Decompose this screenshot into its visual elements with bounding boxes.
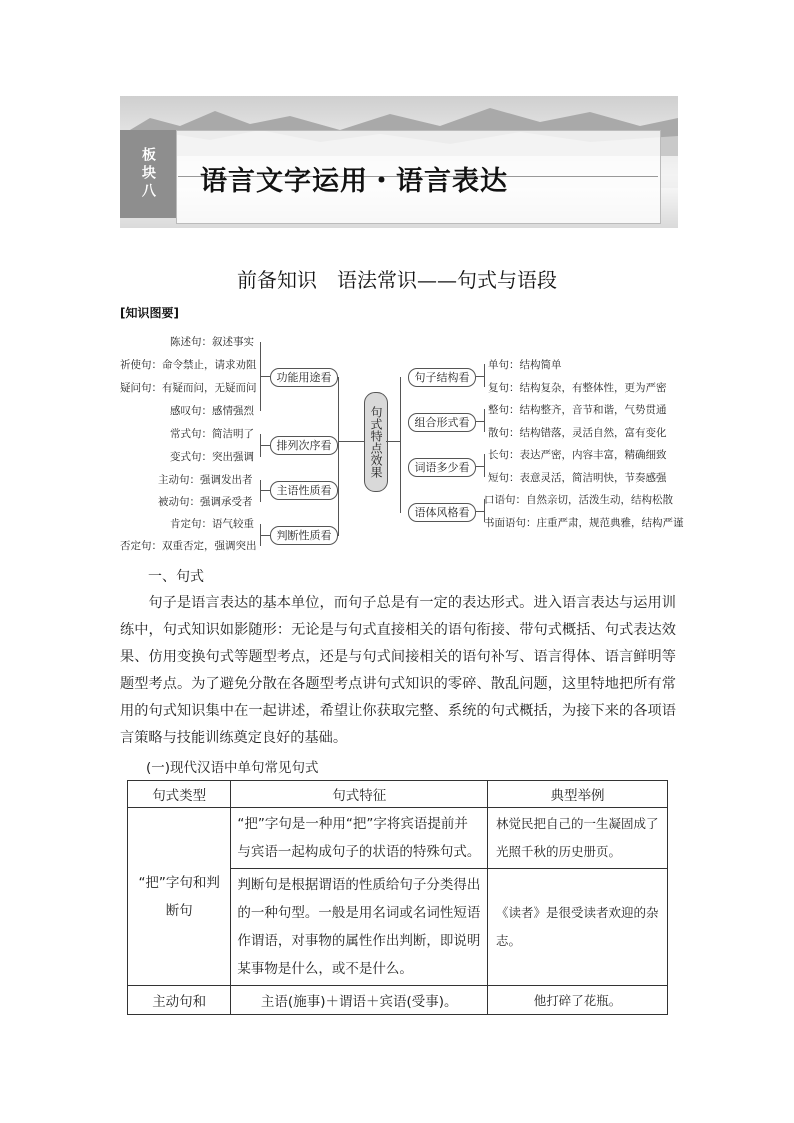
bracket-line <box>260 535 270 536</box>
feature-cell: 主语(施事)＋谓语＋宾语(受事)。 <box>231 986 488 1015</box>
map-item: 整句：结构整齐，音节和谐，气势贯通 <box>488 404 667 416</box>
bracket-line <box>476 421 484 422</box>
feature-cell: 判断句是根据谓语的性质给句子分类得出的一种句型。一般是用名词或名词性短语作谓语，对事物的属性作出判断，即说明某事物是什么，或不是什么。 <box>231 869 488 986</box>
table-header-row <box>128 781 668 808</box>
bracket-line <box>260 376 270 377</box>
example-cell: 《读者》是很受读者欢迎的杂志。 <box>488 869 668 986</box>
sentence-pattern-table <box>127 780 668 1015</box>
map-item: 感叹句：感情强烈 <box>170 405 254 417</box>
map-label: [知识图要] <box>120 306 179 320</box>
map-item: 祈使句：命令禁止，请求劝阻 <box>120 359 257 371</box>
example-cell: 林觉民把自己的一生凝固成了光照千秋的历史册页。 <box>488 808 668 869</box>
section-tag: 板块八 <box>120 130 176 218</box>
map-item: 长句：表达严密，内容丰富，精确细致 <box>488 449 667 461</box>
bracket-line <box>476 511 484 512</box>
subheading: (一)现代汉语中单句常见句式 <box>146 760 319 776</box>
map-item: 否定句：双重否定，强调突出 <box>120 540 257 552</box>
map-item: 主动句：强调发出者 <box>158 474 253 486</box>
section-title: 前备知识 语法常识——句式与语段 <box>237 268 557 292</box>
map-center: 句式特点效果 <box>364 392 388 492</box>
map-category: 功能用途看 <box>270 368 338 387</box>
column-header: 句式特征 <box>231 781 488 808</box>
map-category: 组合形式看 <box>408 413 476 432</box>
map-item: 复句：结构复杂，有整体性，更为严密 <box>488 382 667 394</box>
connector-line <box>338 441 364 442</box>
map-item: 口语句：自然亲切，活泼生动，结构松散 <box>484 494 673 506</box>
map-item: 被动句：强调承受者 <box>158 496 253 508</box>
map-category: 排列次序看 <box>270 436 338 455</box>
map-category: 语体风格看 <box>408 503 476 522</box>
column-header: 典型举例 <box>488 781 668 808</box>
map-item: 陈述句：叙述事实 <box>170 336 254 348</box>
bracket-line <box>260 480 261 502</box>
map-category: 判断性质看 <box>270 526 338 545</box>
bracket-line <box>484 364 485 387</box>
map-item: 变式句：突出强调 <box>170 451 254 463</box>
bracket-line <box>260 445 270 446</box>
feature-cell: “把”字句是一种用“把”字将宾语提前并与宾语一起构成句子的状语的特殊句式。 <box>231 808 488 869</box>
chapter-title: 语言文字运用・语言表达 <box>200 166 508 197</box>
connector-line <box>338 377 339 536</box>
bracket-line <box>260 490 270 491</box>
column-header: 句式类型 <box>128 781 231 808</box>
map-item: 单句：结构简单 <box>488 359 562 371</box>
map-item: 常式句：简洁明了 <box>170 428 254 440</box>
table-row <box>128 808 668 869</box>
map-item: 短句：表意灵活，简洁明快，节奏感强 <box>488 472 667 484</box>
heading-sentence-patterns: 一、句式 <box>148 569 204 585</box>
map-item: 散句：结构错落，灵活自然，富有变化 <box>488 427 667 439</box>
map-item: 肯定句：语气较重 <box>170 518 254 530</box>
map-category: 词语多少看 <box>408 458 476 477</box>
bracket-line <box>484 454 485 477</box>
bracket-line <box>476 466 484 467</box>
type-cell: 主动句和 <box>128 986 231 1015</box>
map-item: 疑问句：有疑而问，无疑而问 <box>120 382 257 394</box>
map-category: 句子结构看 <box>408 368 476 387</box>
bracket-line <box>476 376 484 377</box>
map-category: 主语性质看 <box>270 481 338 500</box>
connector-line <box>400 377 401 513</box>
connector-line <box>386 441 400 442</box>
knowledge-mindmap <box>118 330 684 552</box>
table-row <box>128 986 668 1015</box>
map-item: 书面语句：庄重严肃，规范典雅，结构严谨 <box>484 517 684 529</box>
intro-paragraph: 句子是语言表达的基本单位，而句子总是有一定的表达形式。进入语言表达与运用训练中，句式知识如影随形：无论是与句式直接相关的语句衔接、带句式概括、句式表达效果、仿用变换句式等题型考点，还是与句式间接相关的语句补写、语言得体、语言鲜明等题型考点。为了避免分散在各题型考点讲句式知识的零碎、散乱问题，这里特地把所有常用的句式知识集中在一起讲述，希望让你获取完整、系统的句式概括，为接下来的各项语言策略与技能训练奠定良好的基础。 <box>120 595 676 746</box>
type-cell: “把”字句和判断句 <box>128 808 231 986</box>
intro-body <box>120 590 676 752</box>
example-cell: 他打碎了花瓶。 <box>488 986 668 1015</box>
bracket-line <box>484 409 485 432</box>
